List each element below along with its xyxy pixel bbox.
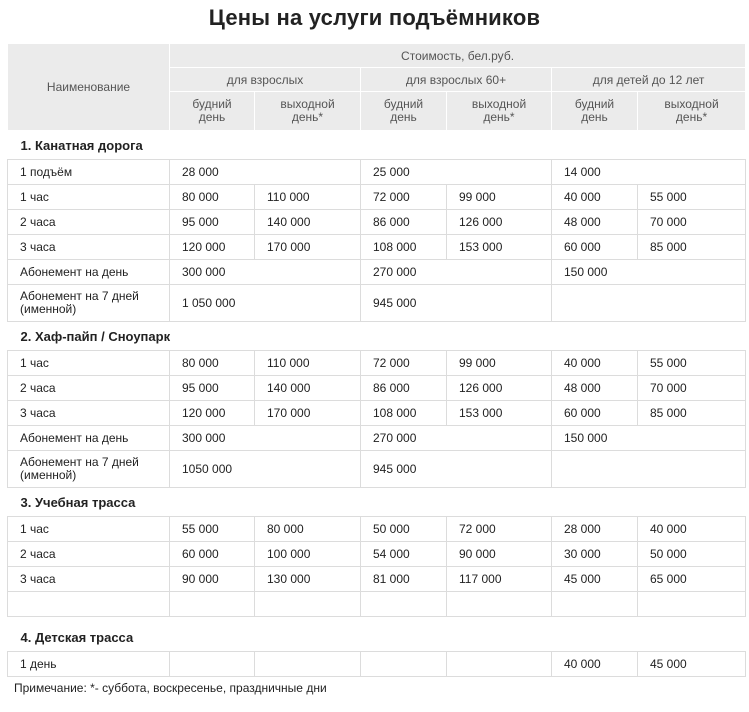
price-cell: 70 000	[638, 376, 746, 401]
price-cell: 60 000	[552, 235, 638, 260]
price-cell: 150 000	[552, 260, 746, 285]
price-cell: 90 000	[447, 542, 552, 567]
header-name: Наименование	[8, 44, 170, 131]
price-cell: 55 000	[638, 185, 746, 210]
price-cell: 40 000	[638, 517, 746, 542]
row-name: Абонемент на 7 дней (именной)	[8, 451, 170, 488]
price-cell: 270 000	[361, 260, 552, 285]
row-name: Абонемент на день	[8, 426, 170, 451]
price-cell: 300 000	[170, 426, 361, 451]
price-cell: 153 000	[447, 235, 552, 260]
price-cell: 48 000	[552, 376, 638, 401]
row-name: 3 часа	[8, 401, 170, 426]
price-cell: 90 000	[170, 567, 255, 592]
price-cell	[361, 652, 447, 677]
price-cell: 945 000	[361, 451, 552, 488]
price-cell: 30 000	[552, 542, 638, 567]
section-title: 4. Детская трасса	[8, 617, 746, 652]
price-cell: 40 000	[552, 652, 638, 677]
table-row	[8, 451, 746, 488]
row-name: Абонемент на 7 дней (именной)	[8, 285, 170, 322]
price-cell: 50 000	[361, 517, 447, 542]
price-cell: 110 000	[255, 185, 361, 210]
page-title: Цены на услуги подъёмников	[208, 5, 541, 30]
price-cell: 60 000	[170, 542, 255, 567]
row-name: 1 час	[8, 185, 170, 210]
price-cell	[170, 652, 255, 677]
price-cell: 40 000	[552, 185, 638, 210]
price-cell: 86 000	[361, 210, 447, 235]
price-cell: 120 000	[170, 401, 255, 426]
table-row	[8, 285, 746, 322]
row-name	[8, 592, 170, 617]
price-cell	[255, 592, 361, 617]
row-name: 1 день	[8, 652, 170, 677]
header-group-seniors: для взрослых 60+	[361, 68, 552, 92]
price-cell: 270 000	[361, 426, 552, 451]
price-cell: 60 000	[552, 401, 638, 426]
header-cost: Стоимость, бел.руб.	[170, 44, 746, 68]
price-cell: 55 000	[170, 517, 255, 542]
price-cell: 108 000	[361, 235, 447, 260]
price-cell: 945 000	[361, 285, 552, 322]
price-cell: 99 000	[447, 351, 552, 376]
price-cell: 108 000	[361, 401, 447, 426]
section-title: 3. Учебная трасса	[8, 488, 746, 517]
price-cell: 170 000	[255, 235, 361, 260]
price-cell: 170 000	[255, 401, 361, 426]
price-cell	[552, 592, 638, 617]
price-cell: 140 000	[255, 376, 361, 401]
price-cell: 72 000	[361, 185, 447, 210]
price-cell: 95 000	[170, 210, 255, 235]
header-group-children: для детей до 12 лет	[552, 68, 746, 92]
price-cell: 14 000	[552, 160, 746, 185]
table-row	[8, 160, 746, 185]
row-name: 3 часа	[8, 567, 170, 592]
price-cell: 54 000	[361, 542, 447, 567]
price-cell	[447, 592, 552, 617]
header-weekday: будний день	[552, 92, 638, 131]
price-cell	[638, 592, 746, 617]
price-cell	[552, 451, 746, 488]
price-cell: 110 000	[255, 351, 361, 376]
price-cell: 300 000	[170, 260, 361, 285]
price-cell: 50 000	[638, 542, 746, 567]
price-cell: 1050 000	[170, 451, 361, 488]
header-weekend: выходной день*	[255, 92, 361, 131]
price-cell: 85 000	[638, 401, 746, 426]
price-cell	[170, 592, 255, 617]
table-row	[8, 652, 746, 677]
price-cell	[447, 652, 552, 677]
price-cell: 100 000	[255, 542, 361, 567]
price-cell: 126 000	[447, 376, 552, 401]
price-cell: 150 000	[552, 426, 746, 451]
price-cell: 80 000	[170, 351, 255, 376]
price-cell: 86 000	[361, 376, 447, 401]
price-cell: 80 000	[255, 517, 361, 542]
row-name: 2 часа	[8, 542, 170, 567]
price-cell: 140 000	[255, 210, 361, 235]
header-weekday: будний день	[361, 92, 447, 131]
header-group-adults: для взрослых	[170, 68, 361, 92]
price-cell: 40 000	[552, 351, 638, 376]
table-row-empty	[8, 592, 746, 617]
price-cell: 130 000	[255, 567, 361, 592]
price-cell: 1 050 000	[170, 285, 361, 322]
price-cell: 65 000	[638, 567, 746, 592]
price-cell	[255, 652, 361, 677]
price-cell: 117 000	[447, 567, 552, 592]
price-cell: 99 000	[447, 185, 552, 210]
price-cell: 28 000	[552, 517, 638, 542]
price-cell: 48 000	[552, 210, 638, 235]
table-row	[8, 260, 746, 285]
table-row	[8, 351, 746, 376]
footnote: Примечание: *- суббота, воскресенье, праздничные дни	[14, 681, 327, 695]
row-name: 1 час	[8, 351, 170, 376]
row-name: 3 часа	[8, 235, 170, 260]
price-cell: 28 000	[170, 160, 361, 185]
table-row	[8, 517, 746, 542]
price-table	[7, 43, 746, 677]
price-cell: 153 000	[447, 401, 552, 426]
price-cell: 95 000	[170, 376, 255, 401]
row-name: 2 часа	[8, 376, 170, 401]
table-row	[8, 235, 746, 260]
price-cell: 120 000	[170, 235, 255, 260]
table-row	[8, 210, 746, 235]
section-title: 1. Канатная дорога	[8, 131, 746, 160]
table-row	[8, 401, 746, 426]
row-name: 1 подъём	[8, 160, 170, 185]
row-name: 2 часа	[8, 210, 170, 235]
price-cell: 45 000	[552, 567, 638, 592]
table-row	[8, 376, 746, 401]
price-cell: 126 000	[447, 210, 552, 235]
row-name: 1 час	[8, 517, 170, 542]
price-cell: 81 000	[361, 567, 447, 592]
section-title: 2. Хаф-пайп / Сноупарк	[8, 322, 746, 351]
header-weekend: выходной день*	[638, 92, 746, 131]
table-row	[8, 185, 746, 210]
header-weekday: будний день	[170, 92, 255, 131]
price-cell: 25 000	[361, 160, 552, 185]
price-cell: 72 000	[447, 517, 552, 542]
price-cell: 70 000	[638, 210, 746, 235]
table-row	[8, 567, 746, 592]
price-cell: 80 000	[170, 185, 255, 210]
table-row	[8, 542, 746, 567]
price-cell: 72 000	[361, 351, 447, 376]
price-cell: 55 000	[638, 351, 746, 376]
table-row	[8, 426, 746, 451]
header-weekend: выходной день*	[447, 92, 552, 131]
price-cell: 85 000	[638, 235, 746, 260]
price-cell: 45 000	[638, 652, 746, 677]
row-name: Абонемент на день	[8, 260, 170, 285]
price-cell	[361, 592, 447, 617]
price-cell	[552, 285, 746, 322]
